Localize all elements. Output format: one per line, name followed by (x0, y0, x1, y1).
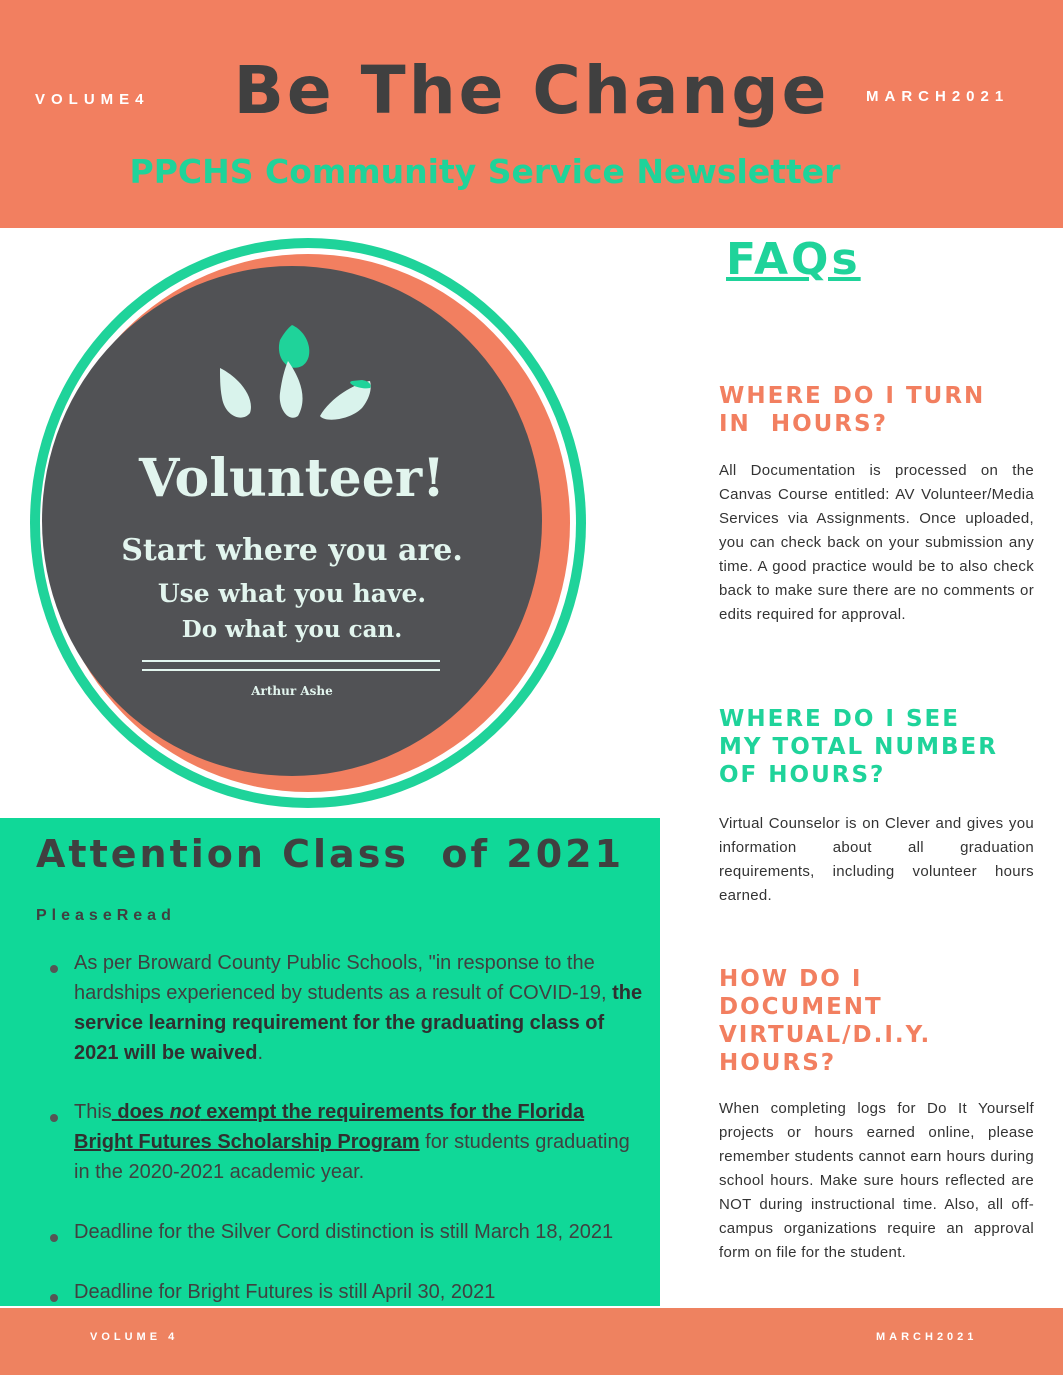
bullet-dot-icon (50, 1294, 58, 1302)
faq-answer-1: All Documentation is processed on the Canvas Course entitled: AV Volunteer/Media Services via Assignments. Once uploaded, you can check back on your submission any time. A good practice would be to also check back to make sure there are no comments or edits required for approval. (719, 462, 1034, 623)
faq-question-3-line-3: VIRTUAL/D.I.Y. (719, 1022, 932, 1048)
footer-volume: VOLUME 4 (90, 1331, 179, 1343)
bullet-1-text: As per Broward County Public Schools, "in response to the hardships experienced by students as a result of COVID-19, (74, 952, 613, 1004)
faq-question-2-line-1: WHERE DO I SEE (719, 706, 960, 732)
please-read-label: PleaseRead (36, 907, 176, 924)
bullet-3: Deadline for the Silver Cord distinction is still March 18, 2021 (74, 1221, 614, 1243)
bullet-4: Deadline for Bright Futures is still April 30, 2021 (74, 1281, 496, 1303)
faq-question-1-line-1: WHERE DO I TURN (719, 383, 986, 409)
bullet-1-end: . (257, 1042, 263, 1064)
faqs-title: FAQs (726, 234, 861, 285)
newsletter-subtitle: PPCHS Community Service Newsletter (129, 152, 841, 191)
bullet-dot-icon (50, 1234, 58, 1242)
bullet-2-text: This (74, 1101, 112, 1123)
volunteer-badge (30, 238, 586, 808)
footer-date: MARCH2021 (876, 1331, 978, 1343)
faq-question-1-line-2: IN HOURS? (719, 411, 888, 437)
faq-question-2 (719, 705, 1039, 789)
faq-question-1 (719, 382, 1039, 438)
volume-label: VOLUME4 (35, 91, 150, 108)
badge-heading: Volunteer! (138, 448, 446, 509)
bullet-1-bold: the service learning requirement for the graduating class of 2021 will be waived (74, 982, 643, 1064)
faq-question-3-line-1: HOW DO I (719, 966, 863, 992)
badge-author: Arthur Ashe (251, 684, 333, 698)
date-label: MARCH2021 (866, 88, 1010, 105)
bullet-2-end: for students graduating in the 2020-2021 academic year. (74, 1131, 630, 1183)
badge-line-3: Do what you can. (181, 616, 403, 643)
faq-answer-2: Virtual Counselor is on Clever and gives you information about all graduation requirements, including volunteer hours earned. (719, 815, 1034, 904)
faq-answer-3: When completing logs for Do It Yourself projects or hours earned online, please remember students cannot earn hours during school hours. Make sure hours reflected are NOT during instructional time. Also, all off-campus organizations require an approval form on file for the student. (719, 1100, 1034, 1261)
bullet-2-bold: does not exempt the requirements for the Florida Bright Futures Scholarship Program (74, 1101, 585, 1153)
faq-question-3-line-4: HOURS? (719, 1050, 837, 1076)
attention-title: Attention Class of 2021 (36, 832, 625, 876)
faq-question-2-line-2: MY TOTAL NUMBER (719, 734, 998, 760)
badge-line-2: Use what you have. (157, 579, 427, 608)
bullet-2 (74, 1097, 644, 1187)
newsletter-title: Be The Change (233, 52, 830, 129)
bullet-dot-icon (50, 1114, 58, 1122)
faq-question-3 (719, 965, 1039, 1077)
faq-question-3-line-2: DOCUMENT (719, 994, 883, 1020)
bullet-1 (74, 948, 644, 1068)
bullet-dot-icon (50, 965, 58, 973)
badge-line-1: Start where you are. (121, 533, 463, 568)
faq-question-2-line-3: OF HOURS? (719, 762, 886, 788)
